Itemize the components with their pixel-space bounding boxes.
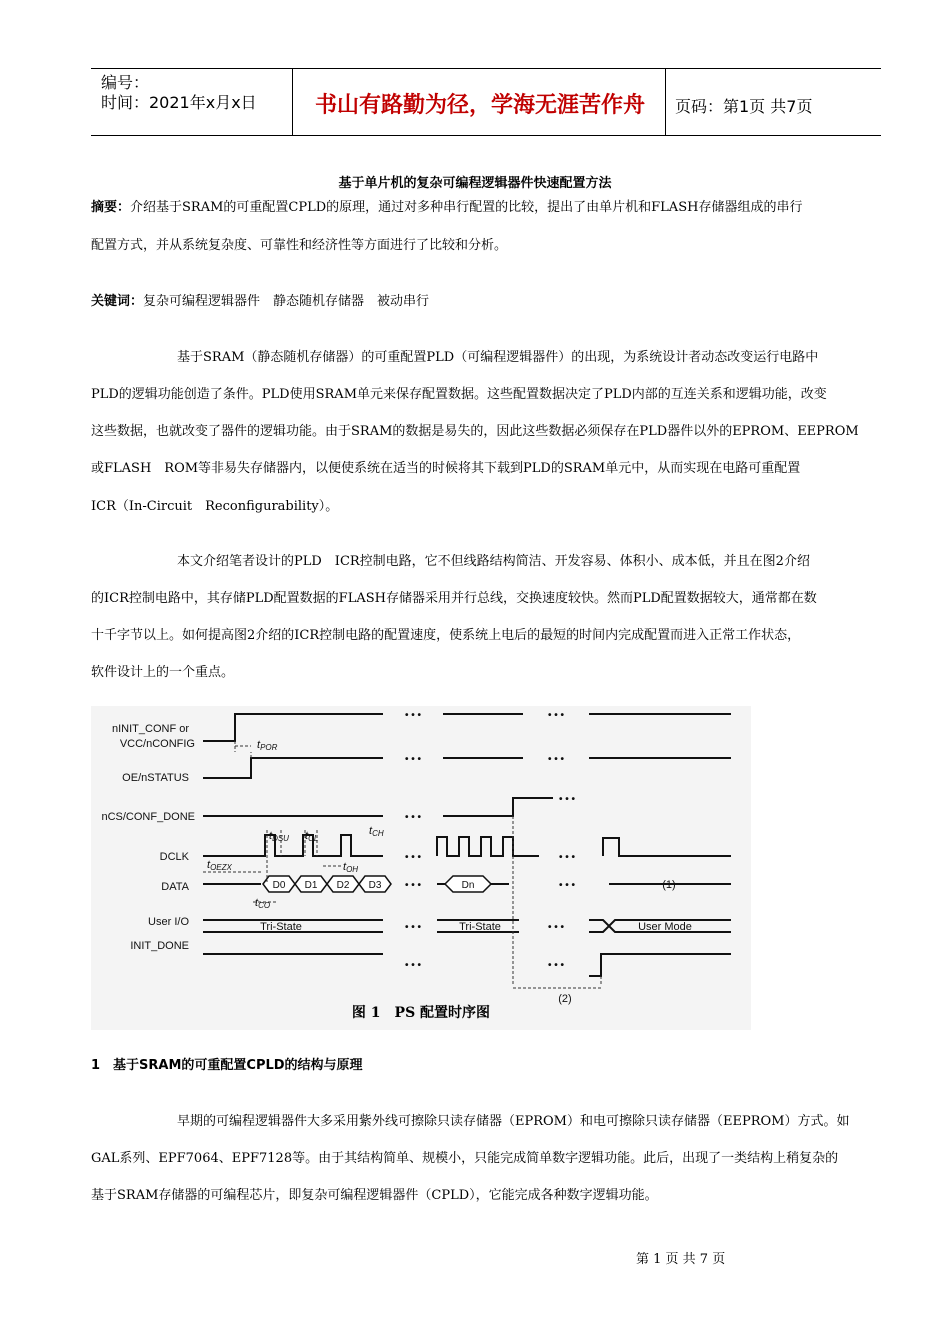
ellipsis-initdone-1: • • • <box>404 960 422 971</box>
footer-page-number: 第 1 页 共 7 页 <box>636 1252 726 1267</box>
para1-line-5: ICR（In-Circuit Reconfigurability）。 <box>91 499 339 514</box>
article-title: 基于单片机的复杂可编程逻辑器件快速配置方法 <box>338 176 612 191</box>
abstract-label: 摘要： <box>91 200 131 215</box>
abstract-line-1 <box>91 196 802 215</box>
tri-state-label-2: Tri-State <box>459 921 501 933</box>
ellipsis-ninit-1: • • • <box>404 710 422 721</box>
data-word-d1: D1 <box>304 880 318 891</box>
data-word-dn: Dn <box>461 880 475 891</box>
tpor-guide <box>235 741 251 758</box>
para1-line-4: 或FLASH ROM等非易失存储器内，以便使系统在适当的时候将其下载到PLD的SRAM单元中，从而实现在电路可重配置 <box>91 461 801 476</box>
oe-waveform <box>203 758 731 778</box>
para1-line-2: PLD的逻辑功能创造了条件。PLD使用SRAM单元来保存配置数据。这些配置数据决定了PLD内部的互连关系和逻辑功能，改变 <box>91 387 827 402</box>
ellipsis-userio-1: • • • <box>404 922 422 933</box>
label-tdsu: tDSU <box>269 830 289 843</box>
timing-diagram <box>91 706 751 1030</box>
data-word-d2: D2 <box>336 880 350 891</box>
ellipsis-oe-2: • • • <box>547 754 565 765</box>
label-tpor: tPOR <box>257 739 278 752</box>
ellipsis-dclk-1: • • • <box>404 852 422 863</box>
data-word-d0: D0 <box>272 880 286 891</box>
para3-line-2: GAL系列、EPF7064、EPF7128等。由于其结构简单、规模小，只能完成简单数字逻辑功能。此后，出现了一类结构上稍复杂的 <box>91 1151 839 1166</box>
signal-dclk: DCLK <box>159 851 189 863</box>
signal-user-io: User I/O <box>148 916 189 928</box>
ellipsis-initdone-2: • • • <box>547 960 565 971</box>
ncs-waveform <box>203 798 553 816</box>
ellipsis-ninit-2: • • • <box>547 710 565 721</box>
label-toezx: tOEZX <box>207 859 232 872</box>
header-top-rule <box>91 68 881 69</box>
tri-state-label-1: Tri-State <box>260 921 302 933</box>
abstract-text-1: 介绍基于SRAM的可重配置CPLD的原理，通过对多种串行配置的比较，提出了由单片机和FLASH存储器组成的串行 <box>130 200 803 215</box>
ellipsis-data-1: • • • <box>404 880 422 891</box>
note-2-label: (2) <box>558 993 572 1005</box>
header-bottom-rule <box>91 135 881 136</box>
keywords-label: 关键词： <box>91 294 144 309</box>
para2-line-4: 软件设计上的一个重点。 <box>91 665 235 680</box>
signal-ninit-conf-2: VCC/nCONFIG <box>119 738 195 750</box>
header-motto: 书山有路勤为径，学海无涯苦作舟 <box>314 92 645 118</box>
signal-ncs-conf-done: nCS/CONF_DONE <box>101 811 195 823</box>
header-divider-left <box>292 68 293 136</box>
para2-line-3: 十千字节以上。如何提高图2介绍的ICR控制电路的配置速度，使系统上电后的最短的时间内完成配置而进入正常工作状态， <box>91 628 801 643</box>
para1-line-1: 基于SRAM（静态随机存储器）的可重配置PLD（可编程逻辑器件）的出现，为系统设计者动态改变运行电路中 <box>177 350 819 365</box>
para3-line-3: 基于SRAM存储器的可编程芯片，即复杂可编程逻辑器件（CPLD），它能完成各种数字逻辑功能。 <box>91 1188 658 1203</box>
signal-ninit-conf-1: nINIT_CONF or <box>111 723 189 735</box>
keywords-line <box>91 290 429 309</box>
ellipsis-userio-2: • • • <box>547 922 565 933</box>
label-toh: tOH <box>343 861 359 874</box>
label-tch: tCH <box>369 825 384 838</box>
keywords-text: 复杂可编程逻辑器件 静态随机存储器 被动串行 <box>143 294 430 309</box>
ninit-waveform <box>203 714 731 741</box>
figure-caption: 图 1 PS 配置时序图 <box>351 1005 491 1021</box>
ellipsis-oe-1: • • • <box>404 754 422 765</box>
signal-data: DATA <box>161 881 189 893</box>
label-tco: tCO <box>255 897 271 910</box>
header-number: 编号： <box>101 73 150 92</box>
user-mode-label: User Mode <box>638 921 692 933</box>
para1-line-3: 这些数据，也就改变了器件的逻辑功能。由于SRAM的数据是易失的，因此这些数据必须保存在PLD器件以外的EPROM、EEPROM <box>91 424 859 439</box>
data-word-d3: D3 <box>368 880 382 891</box>
ellipsis-data-2: • • • <box>558 880 576 891</box>
para2-line-1: 本文介绍笔者设计的PLD ICR控制电路，它不但线路结构简洁、开发容易、体积小、成本低，并且在图2介绍 <box>177 554 810 569</box>
para2-line-2: 的ICR控制电路中，其存储PLD配置数据的FLASH存储器采用并行总线，交换速度较快。然而PLD配置数据较大，通常都在数 <box>91 591 817 606</box>
label-tcl: tCL <box>305 830 319 843</box>
ellipsis-ncs-1: • • • <box>404 812 422 823</box>
header-divider-right <box>665 68 666 136</box>
section-1-heading: 1 基于SRAM的可重配置CPLD的结构与原理 <box>91 1058 363 1073</box>
signal-oe-nstatus: OE/nSTATUS <box>122 772 189 784</box>
initdone-waveform <box>203 954 731 976</box>
abstract-line-2: 配置方式，并从系统复杂度、可靠性和经济性等方面进行了比较和分析。 <box>91 238 508 253</box>
header-time: 时间：2021年x月x日 <box>101 93 257 112</box>
note-1-label: (1) <box>662 879 676 891</box>
para3-line-1: 早期的可编程逻辑器件大多采用紫外线可擦除只读存储器（EPROM）和电可擦除只读存储器（EEPROM）方式。如 <box>177 1114 850 1129</box>
timing-diagram-figure <box>91 706 751 1030</box>
ellipsis-dclk-2: • • • <box>558 852 576 863</box>
signal-init-done: INIT_DONE <box>130 940 189 952</box>
ellipsis-ncs-2: • • • <box>558 794 576 805</box>
header-page: 页码：第1页 共7页 <box>675 97 813 116</box>
